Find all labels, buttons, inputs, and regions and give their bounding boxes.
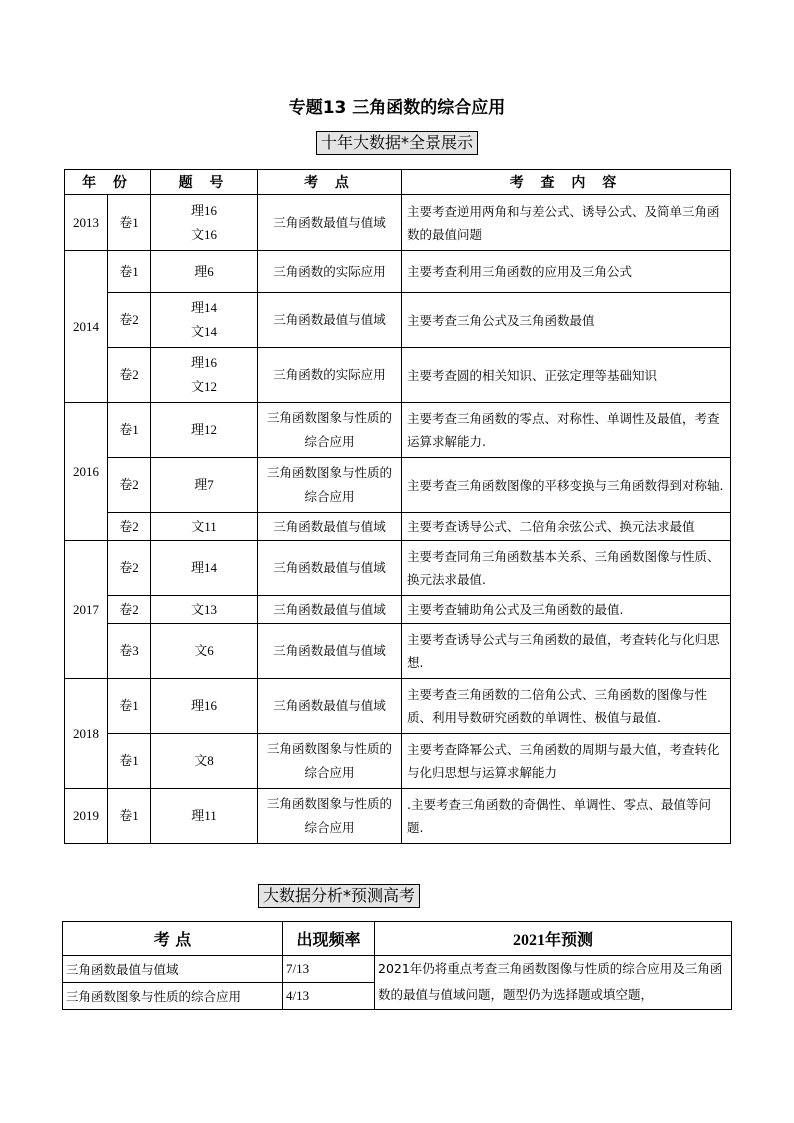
question-number-cell: 理11 [151, 789, 258, 844]
exam-point-cell: 三角函数图象与性质的综合应用 [258, 458, 402, 513]
year-cell: 2013 [65, 195, 108, 251]
header-frequency: 出现频率 [283, 922, 375, 956]
content-cell: 主要考查诱导公式、二倍角余弦公式、换元法求最值 [402, 513, 731, 541]
table-row [65, 348, 731, 403]
content-cell: 主要考查圆的相关知识、正弦定理等基础知识 [402, 348, 731, 403]
volume-cell: 卷2 [108, 458, 151, 513]
content-cell: 主要考查利用三角函数的应用及三角公式 [402, 251, 731, 293]
exam-point-cell: 三角函数的实际应用 [258, 251, 402, 293]
volume-cell: 卷3 [108, 624, 151, 679]
exam-point-cell: 三角函数的实际应用 [258, 348, 402, 403]
content-cell: 主要考查辅助角公式及三角函数的最值. [402, 596, 731, 624]
table-row [65, 624, 731, 679]
volume-cell: 卷1 [108, 679, 151, 734]
content-cell: .主要考查三角函数的奇偶性、单调性、零点、最值等问题. [402, 789, 731, 844]
exam-point-cell: 三角函数最值与值域 [258, 293, 402, 348]
content-cell: 主要考查三角公式及三角函数最值 [402, 293, 731, 348]
header-year: 年 份 [65, 170, 151, 195]
exam-point-cell: 三角函数最值与值域 [258, 624, 402, 679]
volume-cell: 卷2 [108, 541, 151, 596]
exam-point-cell: 三角函数图象与性质的综合应用 [258, 789, 402, 844]
year-cell: 2019 [65, 789, 108, 844]
prediction-table [62, 921, 732, 1010]
table-row [65, 403, 731, 458]
exam-point-cell: 三角函数图象与性质的综合应用 [63, 983, 283, 1010]
content-cell: 主要考查三角函数的二倍角公式、三角函数的图像与性质、利用导数研究函数的单调性、极值与最值. [402, 679, 731, 734]
table-header-row [63, 922, 732, 956]
content-cell: 主要考查降幂公式、三角函数的周期与最大值，考查转化与化归思想与运算求解能力 [402, 734, 731, 789]
volume-cell: 卷1 [108, 403, 151, 458]
header-exam-point: 考 点 [63, 922, 283, 956]
question-number-cell: 理16 文12 [151, 348, 258, 403]
section-heading-ten-year-data: 十年大数据*全景展示 [316, 131, 478, 155]
section-heading-big-data-analysis: 大数据分析*预测高考 [258, 884, 420, 908]
question-number-cell: 理16 文16 [151, 195, 258, 251]
year-cell: 2017 [65, 541, 108, 679]
table-row [65, 541, 731, 596]
volume-cell: 卷2 [108, 348, 151, 403]
exam-point-cell: 三角函数最值与值域 [258, 679, 402, 734]
content-cell: 主要考查逆用两角和与差公式、诱导公式、及简单三角函数的最值问题 [402, 195, 731, 251]
content-cell: 主要考查同角三角函数基本关系、三角函数图像与性质、换元法求最值. [402, 541, 731, 596]
volume-cell: 卷1 [108, 251, 151, 293]
table-row [65, 596, 731, 624]
content-cell: 主要考查诱导公式与三角函数的最值，考查转化与化归思想. [402, 624, 731, 679]
table-row [63, 956, 732, 983]
table-row [65, 513, 731, 541]
volume-cell: 卷2 [108, 293, 151, 348]
question-number-cell: 文8 [151, 734, 258, 789]
question-number-cell: 理7 [151, 458, 258, 513]
exam-point-cell: 三角函数最值与值域 [63, 956, 283, 983]
question-number-cell: 理6 [151, 251, 258, 293]
header-prediction: 2021年预测 [375, 922, 732, 956]
exam-point-cell: 三角函数图象与性质的综合应用 [258, 734, 402, 789]
table-row [65, 195, 731, 251]
header-content: 考 查 内 容 [402, 170, 731, 195]
exam-history-table [64, 169, 731, 844]
question-number-cell: 文13 [151, 596, 258, 624]
prediction-cell: 2021年仍将重点考查三角函数图像与性质的综合应用及三角函数的最值与值域问题，题型仍为选择题或填空题， [375, 956, 732, 1010]
exam-point-cell: 三角函数图象与性质的综合应用 [258, 403, 402, 458]
volume-cell: 卷1 [108, 789, 151, 844]
exam-point-cell: 三角函数最值与值域 [258, 513, 402, 541]
question-number-cell: 理16 [151, 679, 258, 734]
question-number-cell: 文6 [151, 624, 258, 679]
volume-cell: 卷2 [108, 596, 151, 624]
table-row [65, 734, 731, 789]
table-row [65, 679, 731, 734]
year-cell: 2014 [65, 251, 108, 403]
question-number-cell: 文11 [151, 513, 258, 541]
table-header-row [65, 170, 731, 195]
exam-point-cell: 三角函数最值与值域 [258, 541, 402, 596]
question-number-cell: 理14 [151, 541, 258, 596]
year-cell: 2018 [65, 679, 108, 789]
content-cell: 主要考查三角函数图像的平移变换与三角函数得到对称轴. [402, 458, 731, 513]
exam-point-cell: 三角函数最值与值域 [258, 596, 402, 624]
frequency-cell: 4/13 [283, 983, 375, 1010]
page-title: 专题13 三角函数的综合应用 [288, 98, 506, 118]
table-row [65, 293, 731, 348]
content-cell: 主要考查三角函数的零点、对称性、单调性及最值，考查运算求解能力. [402, 403, 731, 458]
volume-cell: 卷1 [108, 195, 151, 251]
header-question-number: 题 号 [151, 170, 258, 195]
exam-point-cell: 三角函数最值与值域 [258, 195, 402, 251]
table-row [65, 251, 731, 293]
year-cell: 2016 [65, 403, 108, 541]
question-number-cell: 理14 文14 [151, 293, 258, 348]
header-exam-point: 考 点 [258, 170, 402, 195]
table-row [65, 789, 731, 844]
volume-cell: 卷2 [108, 513, 151, 541]
frequency-cell: 7/13 [283, 956, 375, 983]
volume-cell: 卷1 [108, 734, 151, 789]
question-number-cell: 理12 [151, 403, 258, 458]
table-row [65, 458, 731, 513]
